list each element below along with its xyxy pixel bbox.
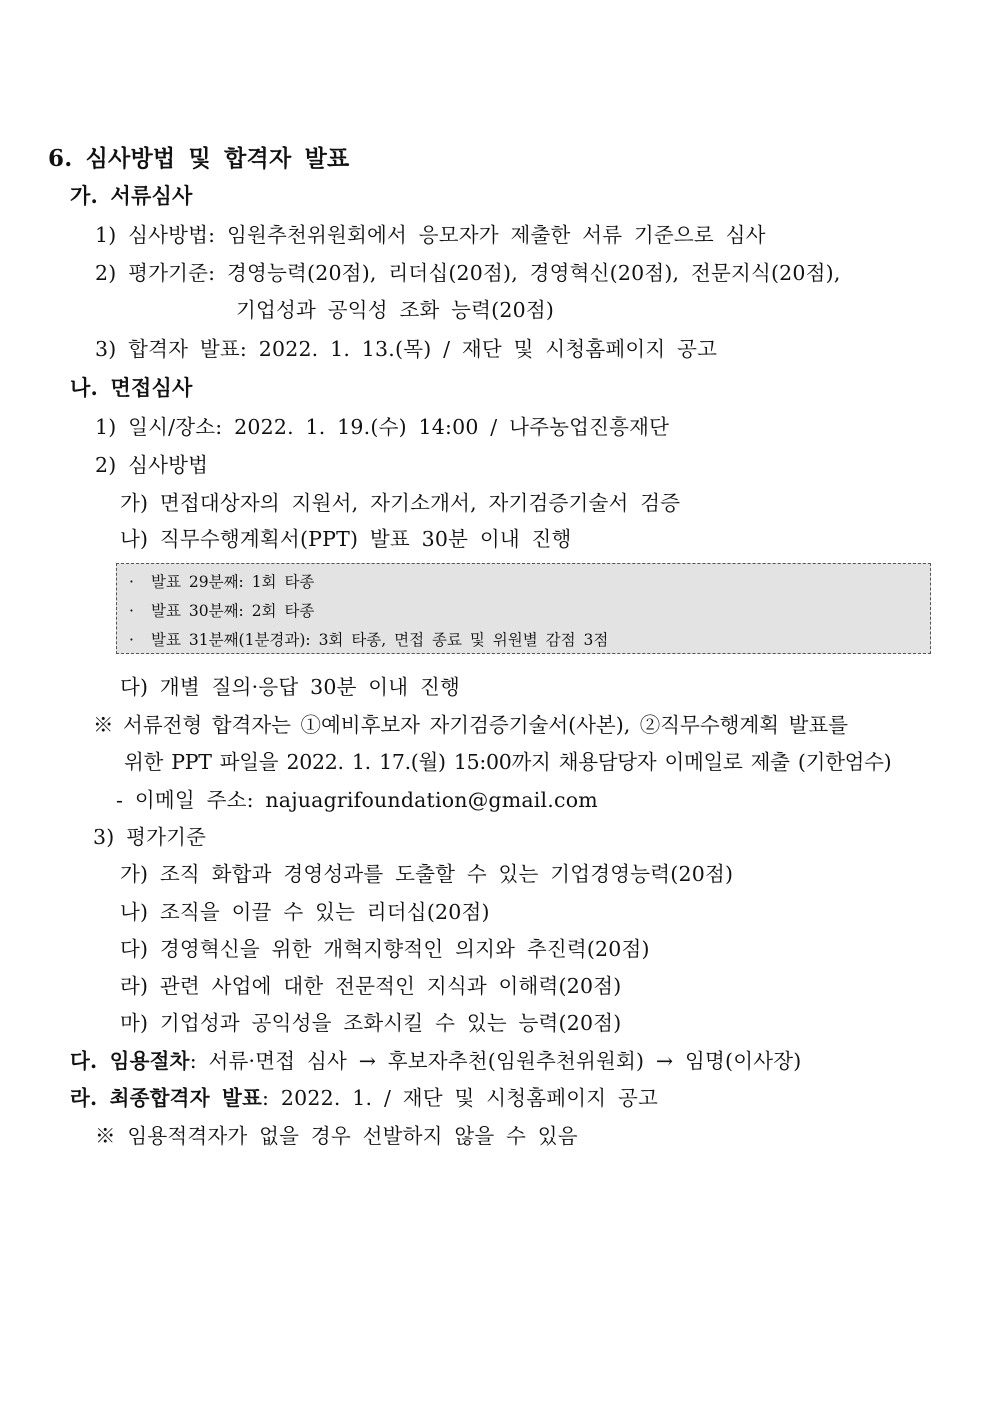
interview-criteria-label: 3) 평가기준 [93,825,207,849]
appointment-procedure [70,1044,801,1074]
evaluation-criteria-cont: 기업성과 공익성 조화 능력(20점) [236,298,555,322]
rule-text: 발표 29분째: 1회 타종 [151,573,315,591]
bullet-icon: · [129,573,134,591]
bullet-icon: · [129,602,134,620]
criteria-item: 다) 경영혁신을 위한 개혁지향적인 의지와 추진력(20점) [120,937,650,961]
interview-schedule: 1) 일시/장소: 2022. 1. 19.(수) 14:00 / 나주농업진흥재단 [95,415,670,439]
submission-note-cont: 위한 PPT 파일을 2022. 1. 17.(월) 15:00까지 채용담당자 이메일로 제출 (기한엄수) [124,750,892,774]
interview-method-label: 2) 심사방법 [95,453,209,477]
method-item-b: 나) 직무수행계획서(PPT) 발표 30분 이내 진행 [120,527,572,551]
criteria-item: 나) 조직을 이끌 수 있는 리더십(20점) [120,900,490,924]
email-address: - 이메일 주소: najuagrifoundation@gmail.com [116,788,598,812]
rule-text: 발표 31분째(1분경과): 3회 타종, 면접 종료 및 위원별 감점 3점 [151,631,609,649]
section-title: 6. 심사방법 및 합격자 발표 [48,145,350,172]
evaluation-criteria: 2) 평가기준: 경영능력(20점), 리더십(20점), 경영혁신(20점), 전문지식(20점), [95,261,841,285]
appointment-procedure-text: : 서류·면접 심사 → 후보자추천(임원추천위원회) → 임명(이사장) [189,1049,802,1073]
criteria-item: 라) 관련 사업에 대한 전문적인 지식과 이해력(20점) [120,974,622,998]
rule-item [129,599,314,621]
rule-item [129,570,314,592]
subsection-heading-document-review: 가. 서류심사 [70,183,193,208]
rule-text: 발표 30분째: 2회 타종 [151,602,315,620]
final-note: ※ 임용적격자가 없을 경우 선발하지 않을 수 있음 [95,1124,578,1148]
final-announcement [70,1081,658,1111]
review-method: 1) 심사방법: 임원추천위원회에서 응모자가 제출한 서류 기준으로 심사 [95,223,766,247]
final-announcement-label: 라. 최종합격자 발표 [70,1086,263,1110]
rule-item [129,628,608,650]
bullet-icon: · [129,631,134,649]
presentation-time-rules-box [116,563,931,654]
method-item-a: 가) 면접대상자의 지원서, 자기소개서, 자기검증기술서 검증 [120,491,681,515]
criteria-item: 마) 기업성과 공익성을 조화시킬 수 있는 능력(20점) [120,1011,622,1035]
criteria-item: 가) 조직 화합과 경영성과를 도출할 수 있는 기업경영능력(20점) [120,862,734,886]
method-item-c: 다) 개별 질의·응답 30분 이내 진행 [120,675,461,699]
subsection-heading-interview: 나. 면접심사 [70,375,193,400]
submission-note: ※ 서류전형 합격자는 ①예비후보자 자기검증기술서(사본), ②직무수행계획 발표를 [93,713,849,737]
final-announcement-text: : 2022. 1. / 재단 및 시청홈페이지 공고 [262,1086,658,1110]
pass-announcement: 3) 합격자 발표: 2022. 1. 13.(목) / 재단 및 시청홈페이지 공고 [95,337,718,361]
appointment-procedure-label: 다. 임용절차 [70,1049,190,1073]
